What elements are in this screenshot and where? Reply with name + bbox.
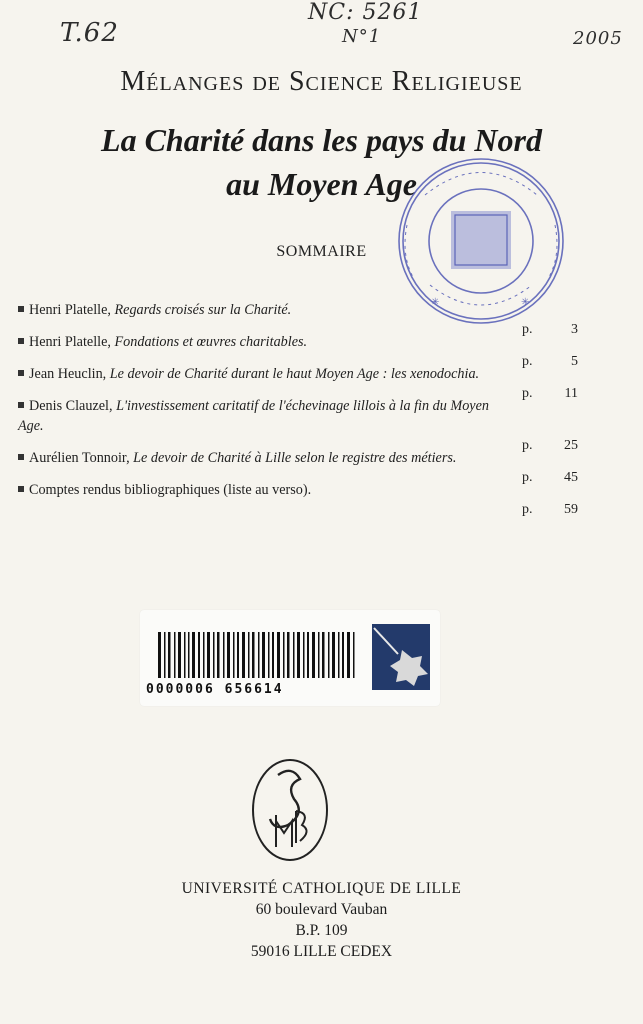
- toc-author: Henri Platelle,: [29, 334, 111, 350]
- toc-title: Le devoir de Charité à Lille selon le registre des métiers.: [133, 450, 457, 466]
- publisher-block: [0, 878, 643, 962]
- toc-page-number: 11: [564, 386, 578, 401]
- toc-author: Comptes rendus bibliographiques: [29, 482, 220, 498]
- toc-author: Henri Platelle,: [29, 302, 111, 318]
- table-of-contents: [18, 300, 578, 517]
- bullet-icon: [18, 338, 24, 344]
- bullet-icon: [18, 454, 24, 460]
- toc-page-number: 3: [571, 322, 578, 337]
- toc-entry: Denis Clauzel, L'investissement caritatif de l'échevinage lillois à la fin du Moyen Age. p. 25: [18, 396, 578, 436]
- toc-entry: Henri Platelle, Regards croisés sur la Charité. p. 3: [18, 300, 578, 320]
- issue-title-line-1: La Charité dans les pays du Nord: [101, 122, 542, 158]
- bullet-icon: [18, 370, 24, 376]
- bullet-icon: [18, 402, 24, 408]
- bullet-icon: [18, 306, 24, 312]
- svg-text:✳: ✳: [521, 297, 530, 308]
- publisher-street: 60 boulevard Vauban: [255, 901, 388, 918]
- handwritten-shelfmark: T.62: [60, 18, 119, 48]
- toc-page-number: 25: [564, 438, 578, 453]
- toc-title: Le devoir de Charité durant le haut Moyen Age : les xenodochia.: [109, 366, 480, 382]
- toc-page-number: 5: [571, 354, 578, 369]
- toc-page-number: 45: [564, 470, 578, 485]
- sommaire-heading: SOMMAIRE: [276, 243, 367, 260]
- publisher-box: B.P. 109: [295, 922, 348, 939]
- handwritten-issue-number: N°1: [342, 26, 382, 47]
- issue-title-line-2: au Moyen Age: [226, 166, 417, 202]
- toc-page-number: 59: [564, 502, 578, 517]
- handwritten-year: 2005: [573, 28, 623, 49]
- barcode-number: 0000006 656614: [146, 682, 284, 697]
- university-logo: [248, 755, 332, 865]
- toc-author: Jean Heuclin,: [29, 366, 107, 382]
- toc-title: Regards croisés sur la Charité.: [114, 302, 292, 318]
- toc-entry: Aurélien Tonnoir, Le devoir de Charité à Lille selon le registre des métiers. p. 45: [18, 448, 578, 468]
- toc-title: (liste au verso).: [223, 482, 312, 498]
- toc-author: Denis Clauzel,: [29, 398, 113, 414]
- bullet-icon: [18, 486, 24, 492]
- toc-entry: Jean Heuclin, Le devoir de Charité durant le haut Moyen Age : les xenodochia. p. 11: [18, 364, 578, 384]
- barcode-label: [140, 610, 440, 706]
- journal-title: Mélanges de Science Religieuse: [120, 66, 523, 97]
- publisher-name: UNIVERSITÉ CATHOLIQUE DE LILLE: [181, 880, 462, 897]
- toc-author: Aurélien Tonnoir,: [29, 450, 130, 466]
- toc-title: Fondations et œuvres charitables.: [114, 334, 308, 350]
- publisher-city: 59016 LILLE CEDEX: [250, 943, 393, 960]
- handwritten-accession-number: NC: 5261: [308, 0, 423, 25]
- toc-title: L'investissement caritatif de l'échevinage lillois à la fin du Moyen Age.: [18, 398, 489, 434]
- toc-entry: Henri Platelle, Fondations et œuvres charitables. p. 5: [18, 332, 578, 352]
- svg-text:✳: ✳: [431, 297, 440, 308]
- toc-entry: Comptes rendus bibliographiques (liste au verso). p. 59: [18, 480, 578, 500]
